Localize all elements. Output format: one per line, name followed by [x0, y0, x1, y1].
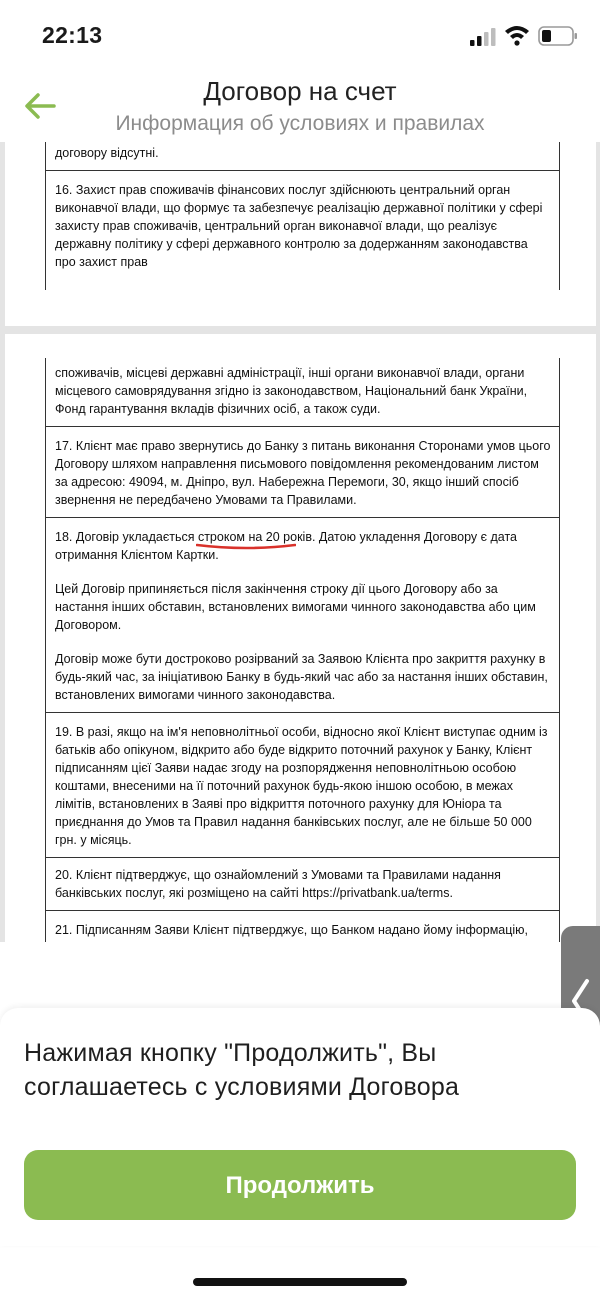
bottom-sheet [0, 1008, 600, 1246]
home-indicator[interactable] [193, 1278, 407, 1286]
battery-icon [538, 26, 578, 46]
page-subtitle: Информация об условиях и правилах [115, 112, 485, 135]
clause-19: 19. В разі, якщо на ім'я неповнолітньої особи, відносно якої Клієнт виступає одним із батьків або опікуном, відкрито або буде відкрито поточний рахунок у Банку, Клієнт підписанням цієї Заяви надає згоду на розпорядження неповнолітньою особою коштами, внесеними на її поточний рахунок будь-якою іншою особою, в межах лімітів, встановлених в Заяві про відкриття поточного рахунку для Юніора та приєднання до Умов та Правил надання банківських послуг, але не більше 50 000 грн. у місяць. [46, 713, 559, 858]
highlighted-term: строком на 20 років [198, 530, 312, 544]
document-viewer[interactable] [0, 142, 600, 942]
agreement-text: Нажимая кнопку "Продолжить", Вы соглашаетесь с условиями Договора [24, 1039, 460, 1101]
clause-20: 20. Клієнт підтверджує, що ознайомлений з Умовами та Правилами надання банківських послуг, які розміщено на сайті https://privatbank.ua/terms. [46, 858, 559, 911]
clause-18-paragraph-2: Цей Договір припиняється після закінчення строку дії цього Договору або за настання інших обставин, встановлених вимогами чинного законодавства або цим Договором. [55, 582, 536, 632]
continue-button[interactable]: Продолжить [24, 1150, 576, 1220]
red-underline-mark [196, 542, 296, 550]
terms-table [45, 142, 560, 290]
wifi-icon [504, 24, 530, 46]
clause-18-text-before: 18. Договір укладається [55, 530, 198, 544]
cellular-signal-icon [470, 28, 496, 46]
terms-table [45, 358, 560, 942]
clause-18-text-after: . Датою укладення Договору є дата отримання Клієнтом Картки. [55, 530, 517, 562]
clause-16: 16. Захист прав споживачів фінансових послуг здійснюють центральний орган виконавчої влади, що формує та забезпечує реалізацію державної політики у сфері захисту прав споживачів, центральний орган виконавчої влади, що реалізує державну політику у сфері державного контролю за додержанням законодавства про захист прав [55, 183, 543, 269]
header [0, 70, 600, 142]
clause-18 [46, 518, 559, 713]
clause-21: 21. Підписанням Заяви Клієнт підтверджує, що Банком надано йому інформацію, [46, 911, 559, 942]
clause-18-paragraph-3: Договір може бути достроково розірваний за Заявою Клієнта про закриття рахунку в будь-який час, за ініціативою Банку в будь-який час або за настання інших обставин, встановлених вимогами чинного законодавства. [55, 652, 548, 702]
document-page [5, 334, 596, 942]
status-time: 22:13 [42, 22, 103, 48]
table-cell-top-text: договору відсутні. [46, 142, 559, 171]
document-page [5, 142, 596, 326]
clause-16-continued: споживачів, місцеві державні адміністрації, інші органи виконавчої влади, органи місцевого самоврядування згідно із законодавством, Національний банк України, Фонд гарантування вкладів фізичних осіб, а також суди. [46, 358, 559, 427]
clause-17: 17. Клієнт має право звернутись до Банку з питань виконання Сторонами умов цього Договору шляхом направлення письмового повідомлення рекомендованим листом за адресою: 49094, м. Дніпро, вул. Набережна Перемоги, 30, якщо інший спосіб звернення не передбачено Умовами та Правилами. [46, 427, 559, 518]
status-bar [0, 0, 600, 70]
page-title: Договор на счет [203, 76, 397, 106]
